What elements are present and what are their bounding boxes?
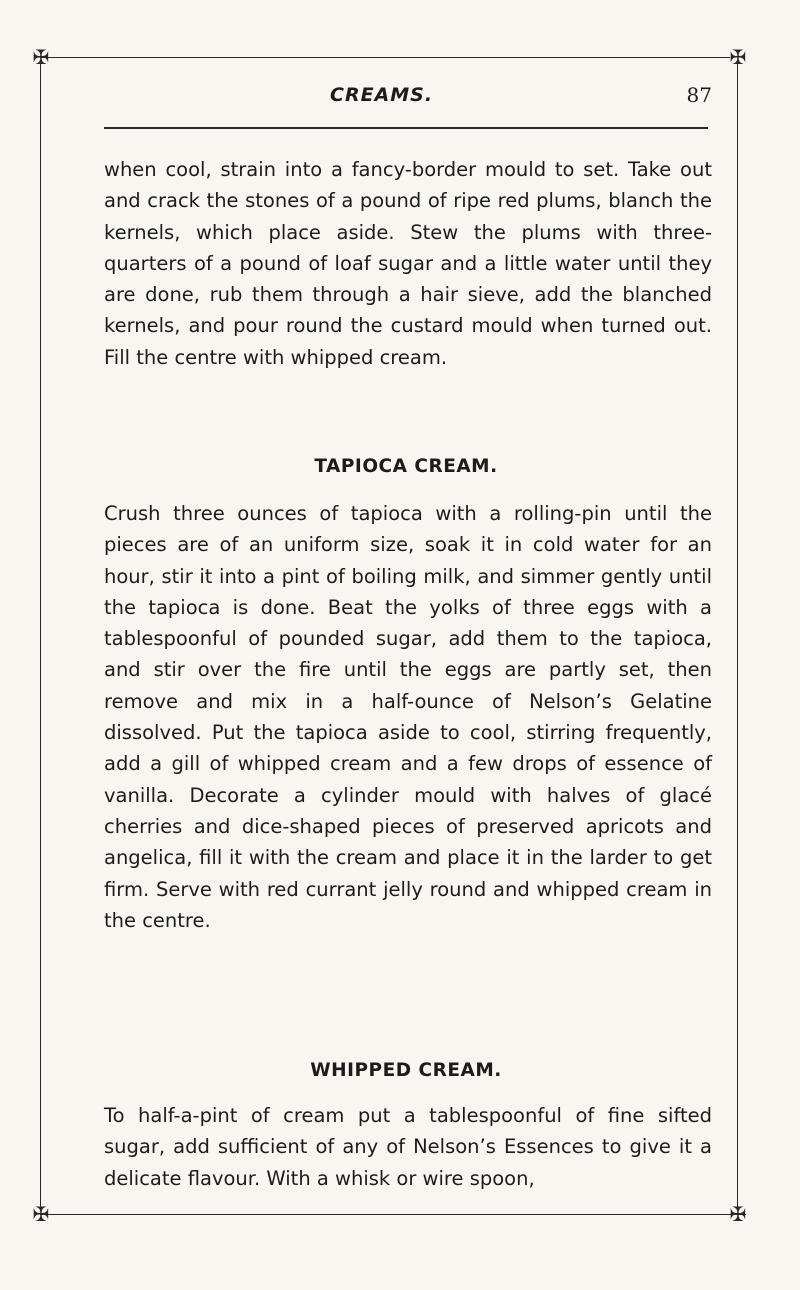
- whipped-paragraph: [104, 1100, 712, 1194]
- frame-right-line: [737, 64, 738, 1209]
- running-title: CREAMS.: [330, 84, 434, 106]
- corner-cross-icon: ✠: [32, 1202, 50, 1226]
- corner-cross-icon: ✠: [729, 45, 747, 69]
- tapioca-cream-heading: TAPIOCA CREAM.: [314, 456, 498, 477]
- paragraph-text: Crush three ounces of tapioca with a rolling-pin until the pieces are of an uniform size, soak it in cold water for an hour, stir it into a pint of boiling milk, and simmer gently until the tapioca is done. Beat the yolks of three eggs with a tablespoonful of pounded sugar, add them to the tapioca, and stir over the fire until the eggs are partly set, then remove and mix in a half-ounce of Nelson’s Gelatine dissolved. Put the tapioca aside to cool, stirring frequently, add a gill of whipped cream and a few drops of essence of vanilla. Decorate a cylinder mould with halves of glacé cherries and dice-shaped pieces of preserved apricots and angelica, fill it with the cream and place it in the larder to get firm. Serve with red currant jelly round and whipped cream in the centre.: [104, 502, 712, 932]
- tapioca-paragraph: [104, 498, 712, 936]
- frame-left-line: [40, 64, 41, 1209]
- corner-cross-icon: ✠: [729, 1202, 747, 1226]
- paragraph-text: when cool, strain into a fancy-border mould to set. Take out and crack the stones of a pound of ripe red plums, blanch the kernels, which place aside. Stew the plums with three-quarters of a pound of loaf sugar and a little water until they are done, rub them through a hair sieve, add the blanched kernels, and pour round the custard mould when turned out. Fill the centre with whipped cream.: [104, 158, 712, 369]
- intro-paragraph: [104, 154, 712, 373]
- header-rule: [104, 127, 708, 129]
- frame-bottom-line: [40, 1214, 746, 1215]
- running-head: [100, 84, 712, 114]
- page-number: 87: [686, 83, 712, 107]
- corner-cross-icon: ✠: [32, 45, 50, 69]
- paragraph-text: To half-a-pint of cream put a tablespoonful of fine sifted sugar, add sufficient of any of Nelson’s Essences to give it a delicate flavour. With a whisk or wire spoon,: [104, 1104, 712, 1190]
- whipped-cream-heading: WHIPPED CREAM.: [310, 1060, 502, 1081]
- frame-top-line: [40, 57, 730, 58]
